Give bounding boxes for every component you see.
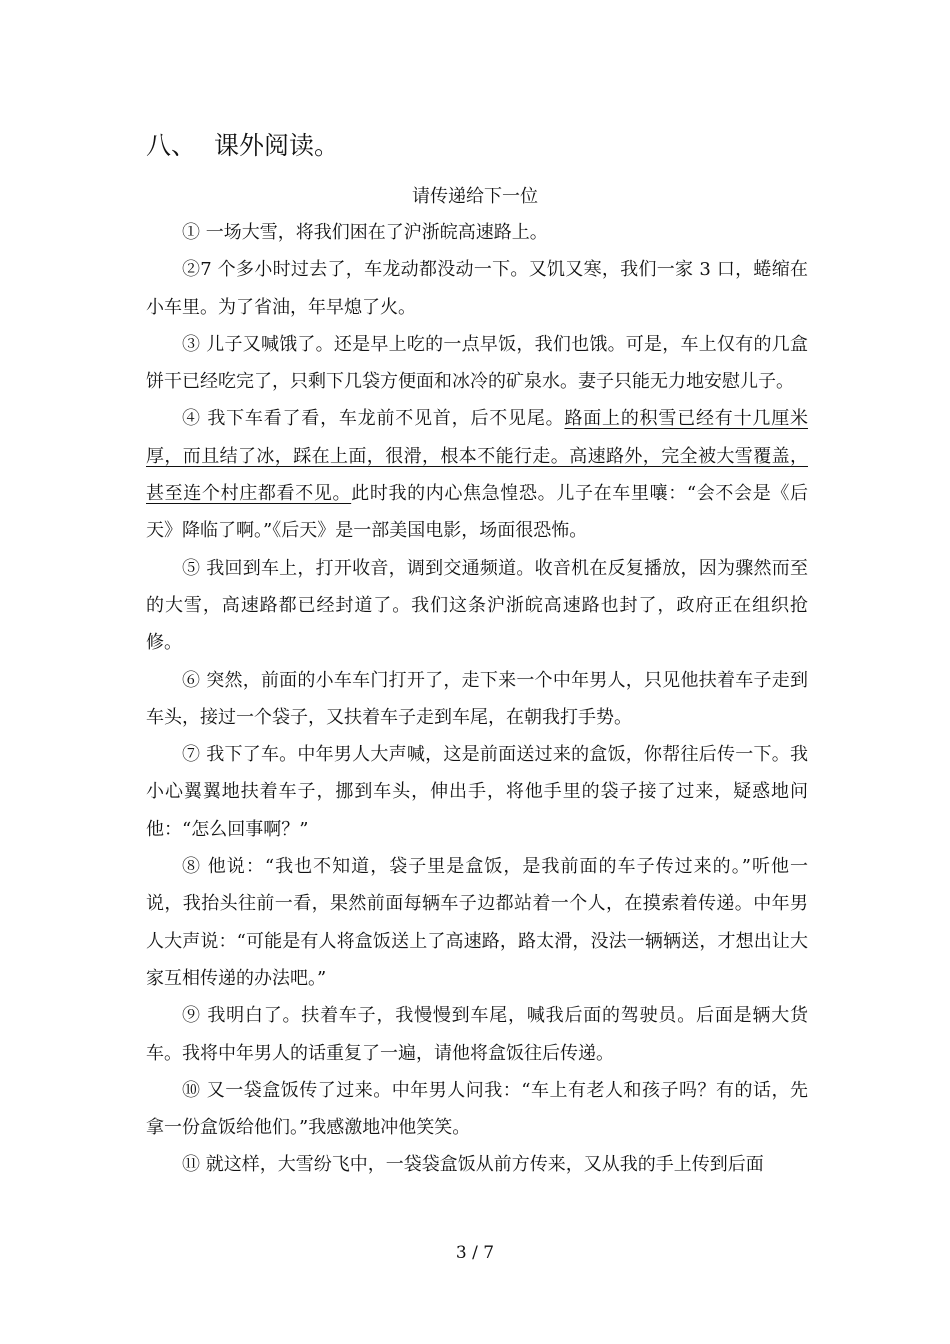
paragraph-8: ⑧ 他说：“我也不知道，袋子里是盒饭，是我前面的车子传过来的。”听他一说，我抬头往前一看，果然前面每辆车子边都站着一个人，在摸索着传递。中年男人大声说：“可能是有人将盒饭送上了高速路，路太滑，没法一辆辆送，才想出让大家互相传递的办法吧。” (146, 856, 808, 989)
paragraph-4 (146, 400, 808, 549)
paragraph-11: ⑪ 就这样，大雪纷飞中，一袋袋盒饭从前方传来，又从我的手上传到后面 (182, 1154, 764, 1176)
paragraph-10: ⑩ 又一袋盒饭传了过来。中年男人问我：“车上有老人和孩子吗？有的话，先拿一份盒饭给他们。”我感激地冲他笑笑。 (146, 1079, 808, 1139)
paragraph-2: ②7 个多小时过去了，车龙动都没动一下。又饥又寒，我们一家 3 口，蜷缩在小车里。为了省油，年早熄了火。 (146, 259, 808, 318)
paragraph-4-rest: 此时我的内心焦急惶恐。儿子在车里嚷：“会不会是《后天》降临了啊。”《后天》是一部美国电影，场面很恐怖。 (146, 483, 809, 542)
paragraph-3: ③ 儿子又喊饿了。还是早上吃的一点早饭，我们也饿。可是，车上仅有的几盒饼干已经吃完了，只剩下几袋方便面和冰冷的矿泉水。妻子只能无力地安慰儿子。 (146, 333, 808, 393)
underlined-passage: 路面上的积雪已经有十几厘米厚，而且结了冰，踩在上面，很滑，根本不能行走。高速路外，完全被大雪覆盖，甚至连个村庄都看不见。 (146, 408, 808, 505)
paragraph-6: ⑥ 突然，前面的小车车门打开了，走下来一个中年男人，只见他扶着车子走到车头，接过一个袋子，又扶着车子走到车尾，在朝我打手势。 (146, 669, 808, 728)
paragraph-4-lead: ④ 我下车看了看，车龙前不见首，后不见尾。 (182, 408, 565, 430)
section-title: 课外阅读。 (214, 131, 340, 160)
page-number: 3 / 7 (455, 1243, 495, 1263)
story-body (146, 214, 808, 1184)
section-number: 八、 (146, 131, 197, 160)
paragraph-7: ⑦ 我下了车。中年男人大声喊，这是前面送过来的盒饭，你帮往后传一下。我小心翼翼地扶着车子，挪到车头，伸出手，将他手里的袋子接了过来，疑惑地问他：“怎么回事啊？” (146, 744, 808, 840)
paragraph-9: ⑨ 我明白了。扶着车子，我慢慢到车尾，喊我后面的驾驶员。后面是辆大货车。我将中年男人的话重复了一遍，请他将盒饭往后传递。 (146, 1005, 808, 1064)
paragraph-1: ① 一场大雪，将我们困在了沪浙皖高速路上。 (182, 222, 548, 243)
story-title: 请传递给下一位 (412, 186, 538, 207)
paragraph-5: ⑤ 我回到车上，打开收音，调到交通频道。收音机在反复播放，因为骤然而至的大雪，高速路都已经封道了。我们这条沪浙皖高速路也封了，政府正在组织抢修。 (146, 557, 808, 654)
section-heading (146, 128, 339, 164)
